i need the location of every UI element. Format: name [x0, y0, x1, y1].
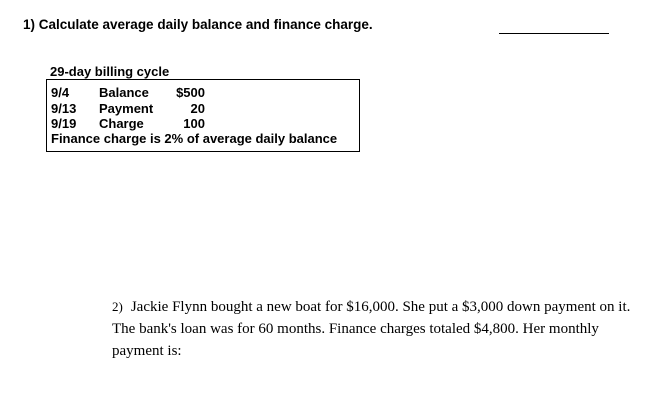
- row-type: Charge: [99, 116, 144, 131]
- question-2: [112, 296, 642, 362]
- row-amount: 20: [190, 101, 205, 116]
- row-date: 9/19: [51, 116, 77, 131]
- billing-table-box: [46, 79, 360, 152]
- row-date: 9/4: [51, 85, 70, 100]
- question-1-title: 1) Calculate average daily balance and finance charge.: [23, 17, 373, 32]
- row-amount: 100: [183, 116, 205, 131]
- question-2-text: Jackie Flynn bought a new boat for $16,000. She put a $3,000 down payment on it. The bank's loan was for 60 months. Finance charges totaled $4,800. Her monthly payment is:: [112, 299, 631, 359]
- row-amount: $500: [176, 85, 205, 100]
- row-type: Balance: [99, 85, 149, 100]
- row-date: 9/13: [51, 101, 77, 116]
- billing-cycle-label: 29-day billing cycle: [50, 64, 170, 79]
- question-2-number: 2): [112, 299, 123, 314]
- row-type: Payment: [99, 101, 154, 116]
- answer-blank-line: [499, 33, 609, 34]
- finance-charge-note: Finance charge is 2% of average daily balance: [51, 131, 338, 146]
